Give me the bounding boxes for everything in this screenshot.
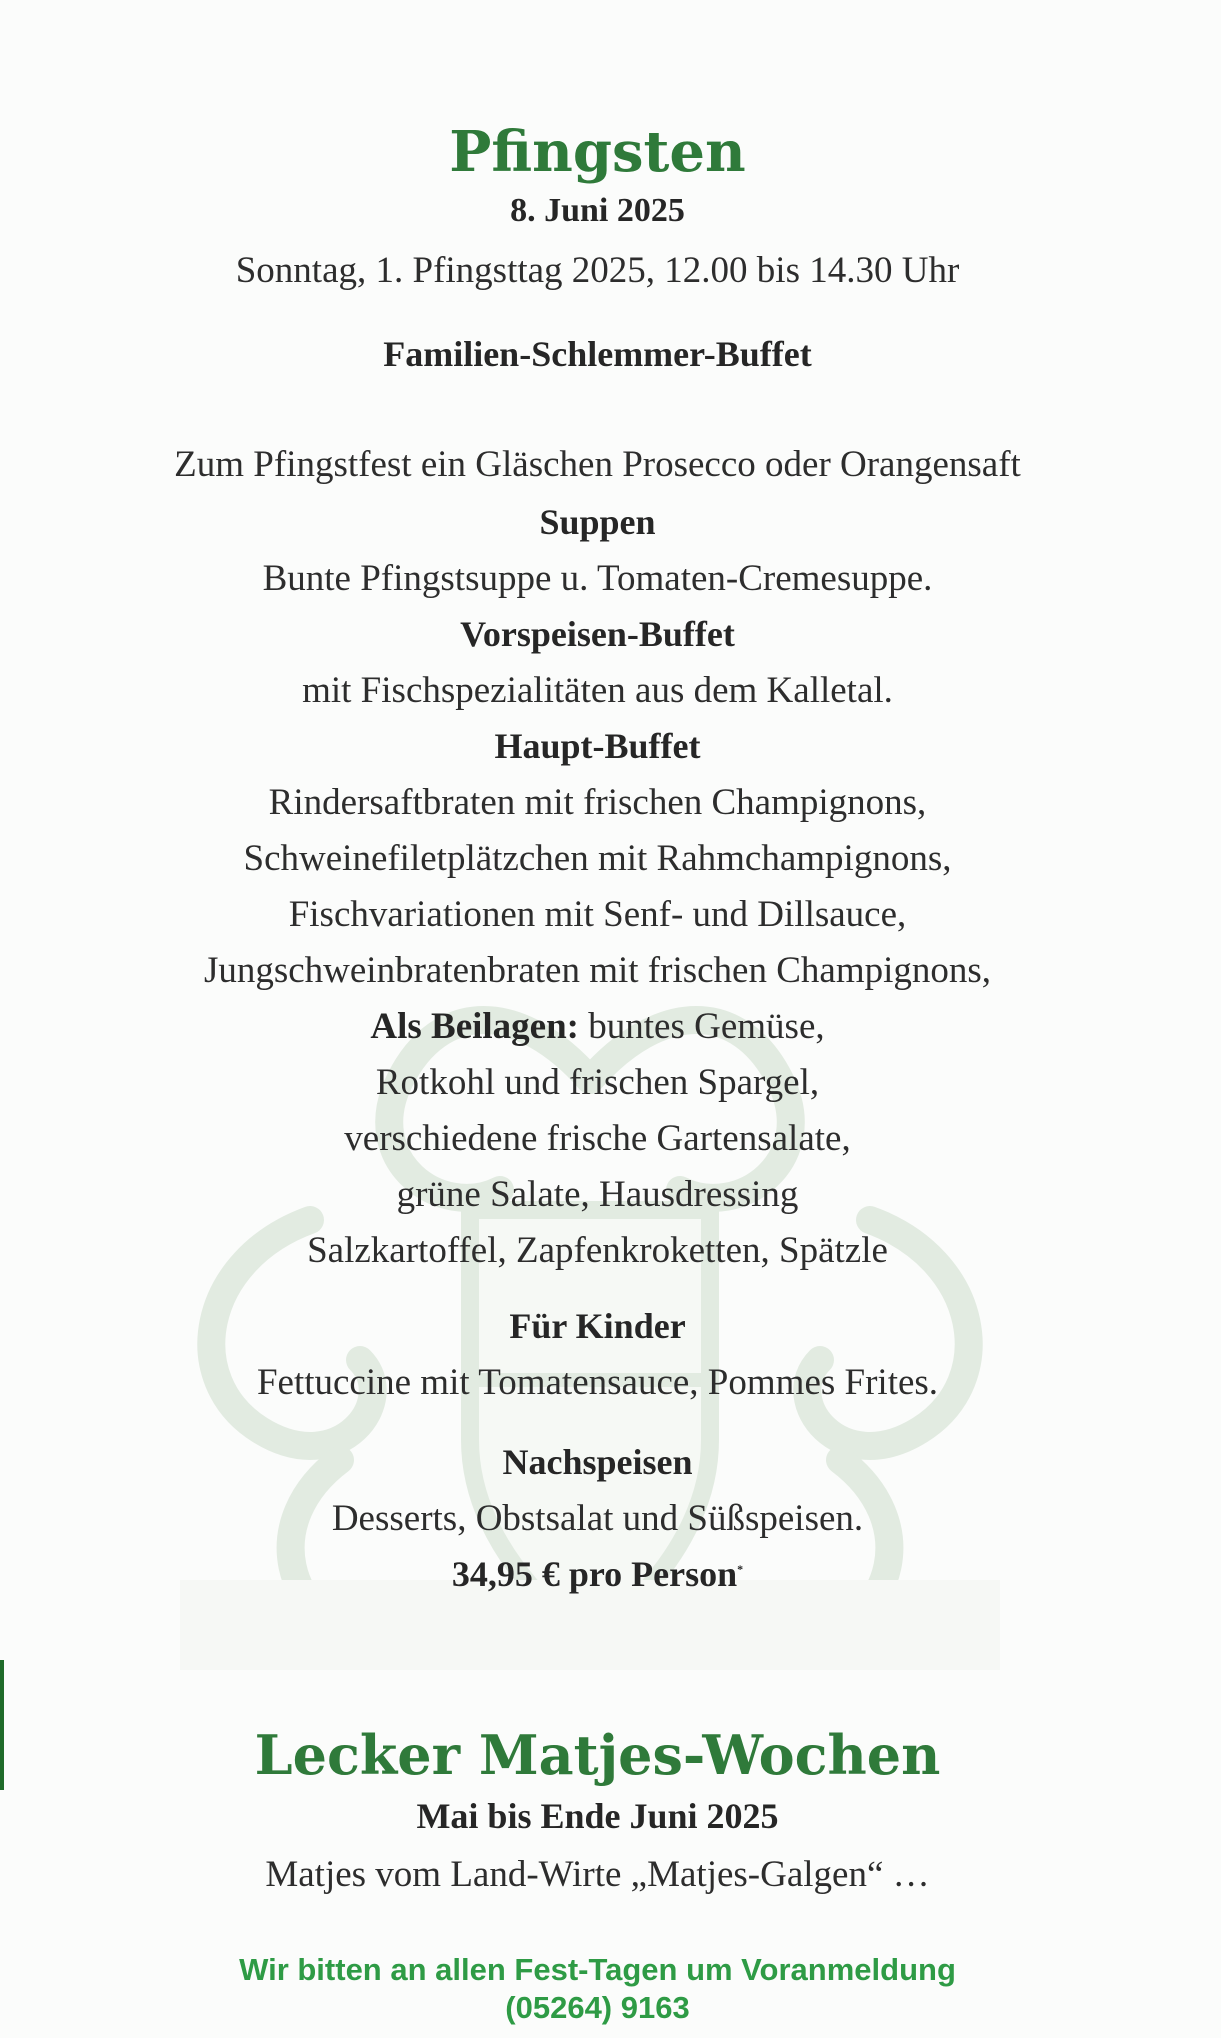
event-time: Sonntag, 1. Pfingsttag 2025, 12.00 bis 14.30 Uhr [235, 250, 960, 291]
price-footnote-mark: * [737, 1562, 744, 1576]
sides-item: Salzkartoffel, Zapfenkroketten, Spätzle [307, 1230, 888, 1271]
soups-text: Bunte Pfingstsuppe u. Tomaten-Cremesuppe. [262, 558, 933, 599]
matjes-text: Matjes vom Land-Wirte „Matjes-Galgen“ … [265, 1854, 930, 1895]
main-item: Jungschweinbratenbraten mit frischen Champignons, [203, 950, 992, 991]
sides-item: grüne Salate, Hausdressing [396, 1174, 799, 1215]
dessert-text: Desserts, Obstsalat und Süßspeisen. [331, 1498, 864, 1539]
welcome-line: Zum Pfingstfest ein Gläschen Prosecco oder Orangensaft [174, 444, 1021, 485]
sides-item: Rotkohl und frischen Spargel, [375, 1062, 820, 1103]
sides-line [0, 1008, 1195, 1045]
dessert-heading: Nachspeisen [502, 1442, 693, 1482]
kids-text: Fettuccine mit Tomatensauce, Pommes Frites. [256, 1362, 939, 1403]
soups-heading: Suppen [539, 502, 656, 542]
sides-item: verschiedene frische Gartensalate, [344, 1118, 851, 1159]
main-item: Schweinefiletplätzchen mit Rahmchampignons, [243, 838, 952, 879]
matjes-period: Mai bis Ende Juni 2025 [416, 1796, 779, 1836]
phone-number: (05264) 9163 [505, 1990, 690, 2025]
main-item: Fischvariationen mit Senf- und Dillsauce, [288, 894, 907, 935]
main-item: Rindersaftbraten mit frischen Champignons, [268, 782, 927, 823]
main-heading: Haupt-Buffet [494, 726, 701, 766]
matjes-title: Lecker Matjes-Wochen [254, 1723, 941, 1787]
event-date: 8. Juni 2025 [510, 192, 685, 229]
price-line [0, 1556, 1195, 1592]
kids-heading: Für Kinder [509, 1306, 686, 1346]
reservation-note: Wir bitten an allen Fest-Tagen um Voranmeldung [239, 1952, 956, 1987]
buffet-title: Familien-Schlemmer-Buffet [383, 334, 812, 374]
sides-label: Als Beilagen: [370, 1006, 580, 1047]
starters-heading: Vorspeisen-Buffet [460, 614, 735, 654]
starters-text: mit Fischspezialitäten aus dem Kalletal. [302, 670, 893, 711]
sides-first-item: buntes Gemüse, [588, 1006, 825, 1047]
page-title: Pfingsten [449, 119, 746, 185]
price: 34,95 € pro Person [451, 1554, 738, 1594]
